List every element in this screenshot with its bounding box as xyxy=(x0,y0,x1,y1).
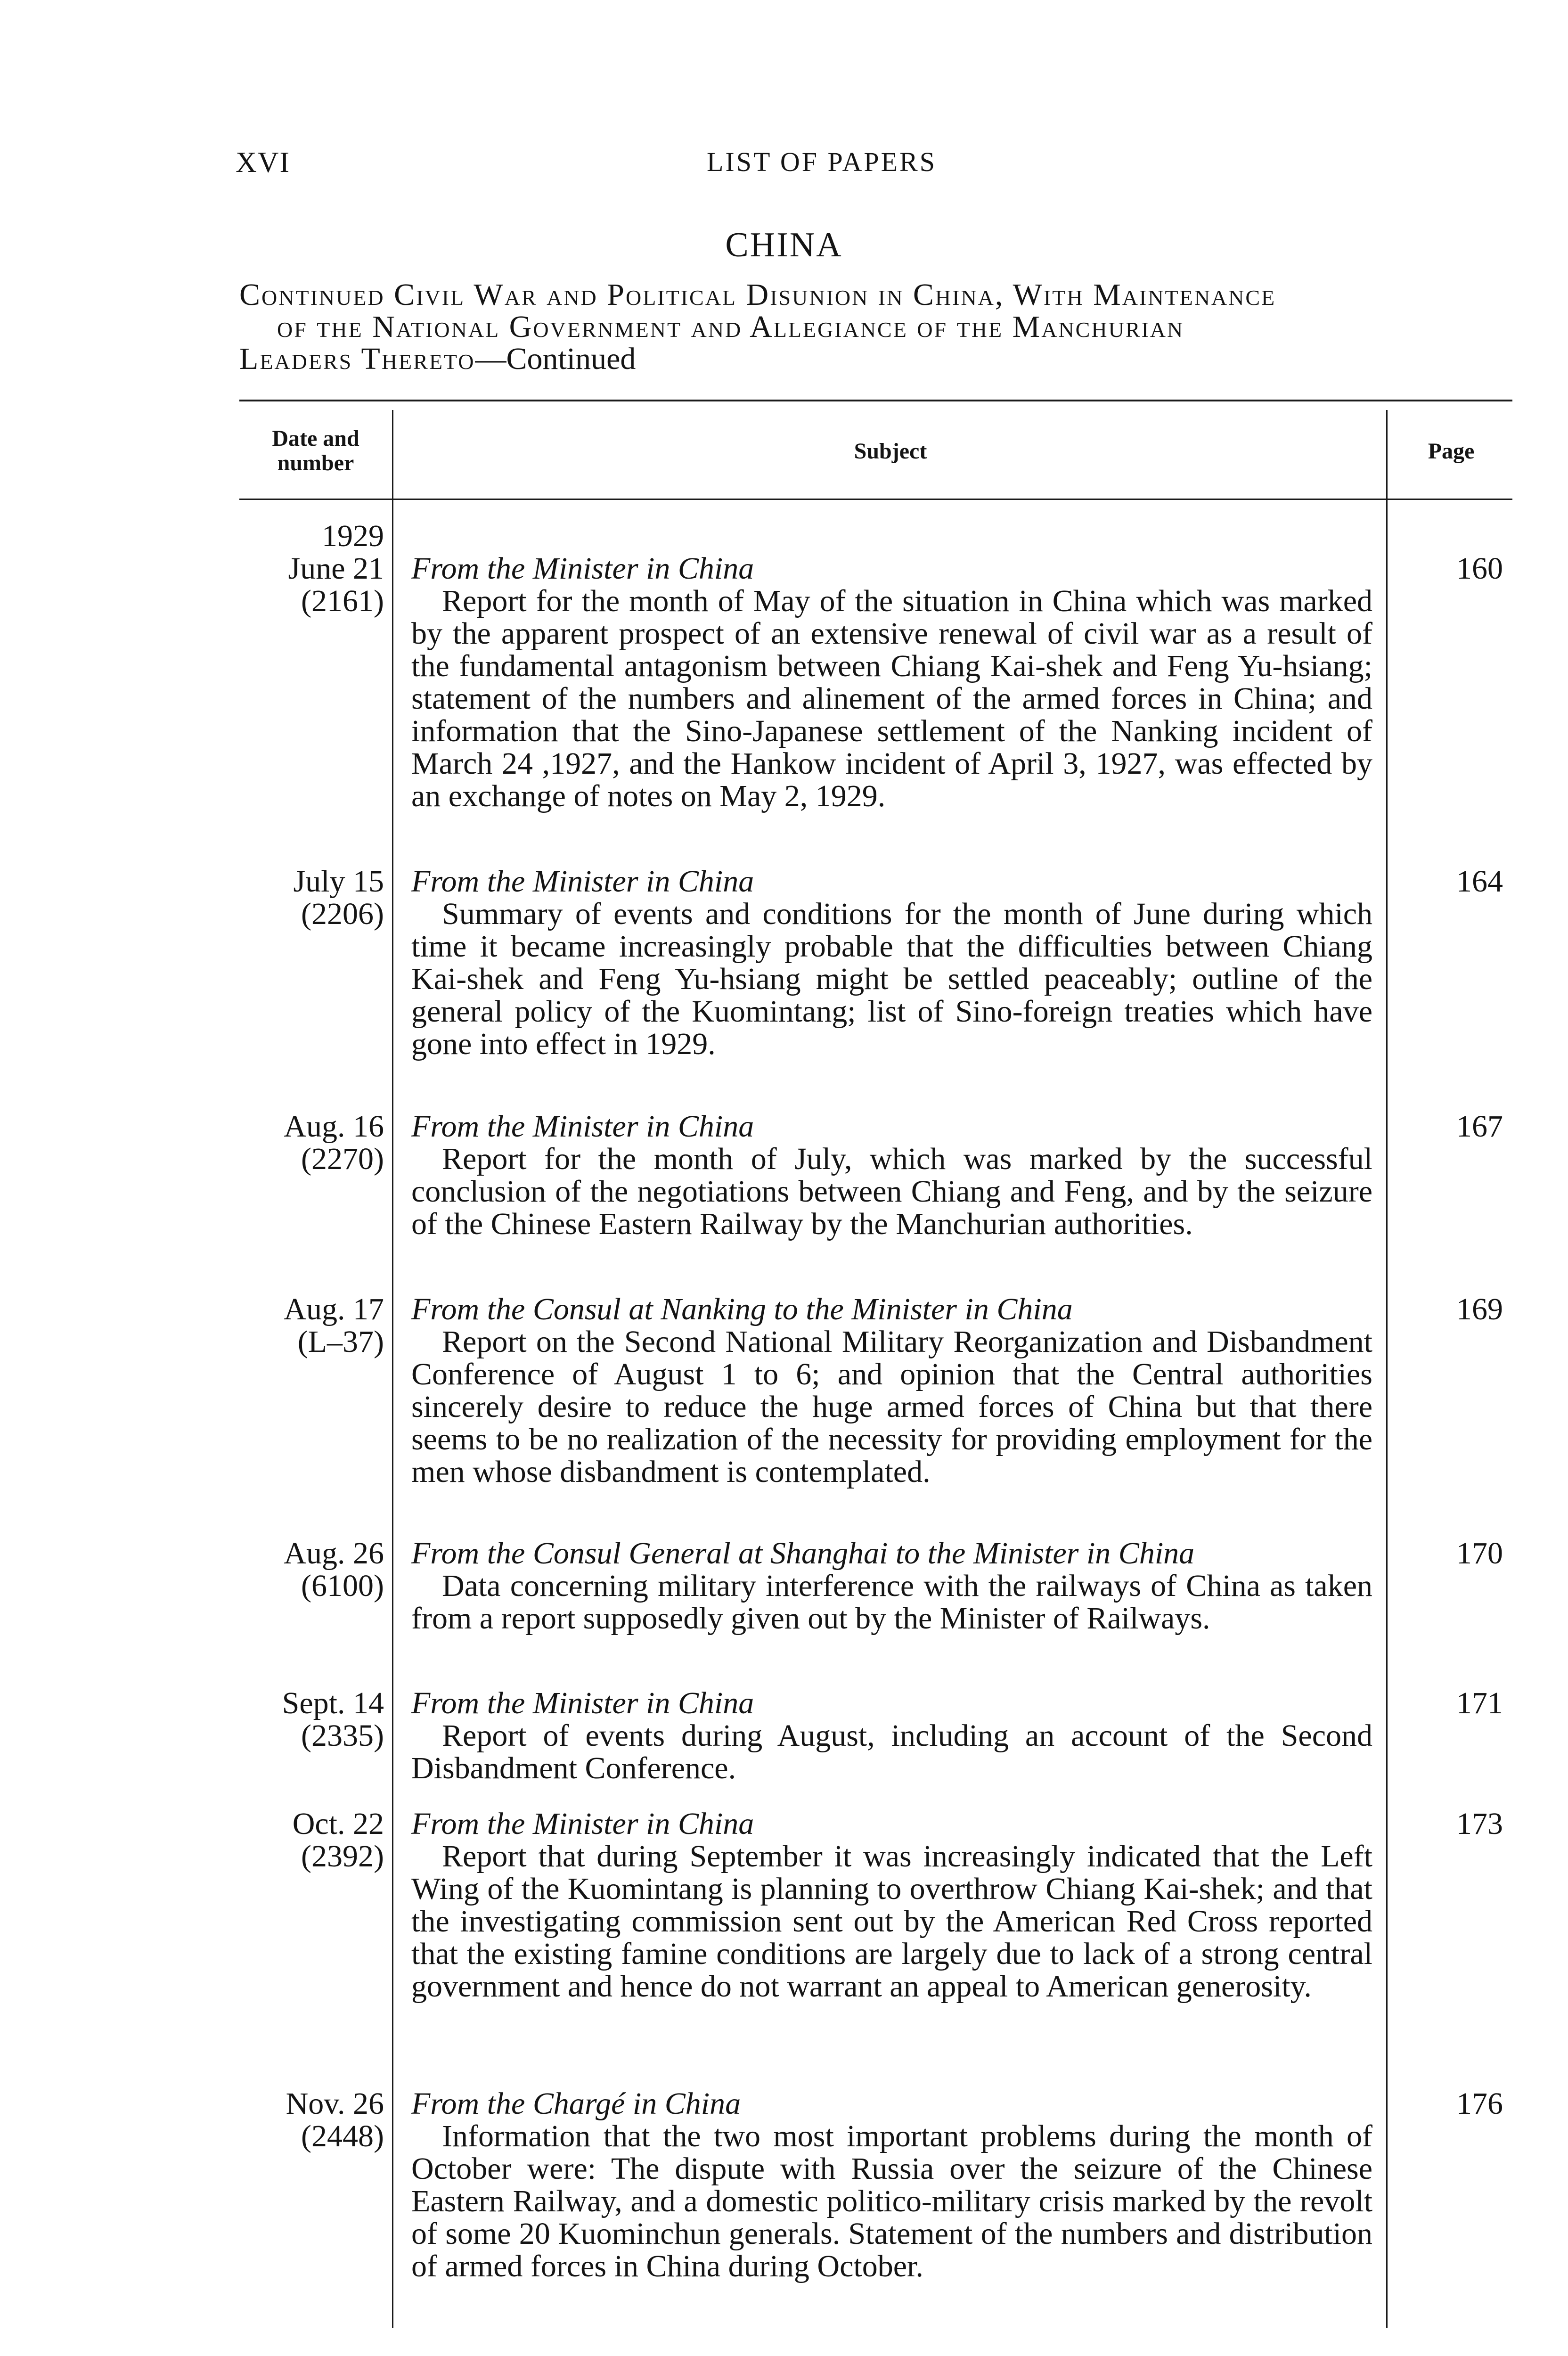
row-from: From the Minister in China xyxy=(411,1109,754,1144)
row-date xyxy=(236,2087,384,2152)
page-number: XVI xyxy=(236,147,291,179)
row-body: Report for the month of July, which was marked by the successful conclusion of the negotiations between Chiang and Feng, and by the seizure of the Chinese Eastern Railway by the Manchurian authorities. xyxy=(411,1142,1372,1241)
section-title-line-2: of the National Government and Allegiance of the Manchurian xyxy=(277,310,1184,344)
row-date-text: Aug. 16 xyxy=(284,1109,384,1144)
year-label: 1929 xyxy=(322,519,384,553)
column-header-date-line-1: Date and xyxy=(272,426,359,451)
row-page: 164 xyxy=(1456,864,1503,899)
row-from: From the Minister in China xyxy=(411,864,754,899)
row-from: From the Minister in China xyxy=(411,1807,754,1841)
row-date-text: July 15 xyxy=(293,864,384,899)
table-top-rule xyxy=(239,400,1512,401)
row-subject xyxy=(411,1808,1372,2003)
row-subject xyxy=(411,1293,1372,1488)
row-subject xyxy=(411,552,1372,812)
row-page: 171 xyxy=(1456,1686,1503,1720)
row-from: From the Minister in China xyxy=(411,1686,754,1720)
section-title-line-3-wrap xyxy=(239,343,1507,375)
row-number: (2392) xyxy=(301,1839,384,1873)
row-number: (2270) xyxy=(301,1142,384,1176)
row-body: Report for the month of May of the situation in China which was marked by the apparent prospect of an extensive renewal of civil war as a result of the fundamental antagonism between Chiang Kai-shek and Feng Yu-hsiang; statement of the numbers and alinement of the armed forces in China; and information that the Sino-Japanese settlement of the Nanking incident of March 24 ,1927, and the Hankow incident of April 3, 1927, was effected by an exchange of notes on May 2, 1929. xyxy=(411,584,1372,813)
column-header-subject: Subject xyxy=(854,439,927,464)
row-date-text: Nov. 26 xyxy=(286,2086,384,2121)
section-title xyxy=(239,279,1507,375)
country-heading: CHINA xyxy=(725,226,843,264)
column-header-page: Page xyxy=(1428,439,1475,464)
row-number: (2161) xyxy=(301,584,384,618)
row-subject xyxy=(411,865,1372,1060)
row-date xyxy=(236,552,384,617)
row-from: From the Consul General at Shanghai to the Minister in China xyxy=(411,1536,1195,1571)
row-date xyxy=(236,1808,384,1873)
row-date xyxy=(236,865,384,930)
row-date-text: Aug. 26 xyxy=(284,1536,384,1571)
row-body: Report of events during August, including an account of the Second Disbandment Conference. xyxy=(411,1718,1372,1785)
row-body: Report on the Second National Military Reorganization and Disbandment Conference of August 1 to 6; and opinion that the Central authorities sincerely desire to reduce the huge armed forces of China but that there seems to be no realization of the necessity for providing employment for the men whose disbandment is contemplated. xyxy=(411,1325,1372,1489)
row-date-text: Oct. 22 xyxy=(292,1807,384,1841)
row-date xyxy=(236,1687,384,1752)
row-page: 173 xyxy=(1456,1807,1503,1841)
column-divider-page xyxy=(1386,410,1388,2328)
column-header-date xyxy=(243,426,389,475)
row-subject xyxy=(411,1687,1372,1784)
row-date-text: Aug. 17 xyxy=(284,1292,384,1326)
row-number: (2448) xyxy=(301,2119,384,2153)
row-date-text: June 21 xyxy=(288,551,384,586)
row-body: Data concerning military interference with the railways of China as taken from a report supposedly given out by the Minister of Railways. xyxy=(411,1569,1372,1636)
section-title-continued: —Continued xyxy=(475,342,636,376)
row-body: Information that the two most important problems during the month of October were: The dispute with Russia over the seizure of the Chinese Eastern Railway, and a domestic politico-military crisis marked by the revolt of some 20 Kuominchun generals. Statement of the numbers and distribution of armed forces in China during October. xyxy=(411,2119,1372,2283)
row-page: 167 xyxy=(1456,1109,1503,1144)
section-title-line-1: Continued Civil War and Political Disunion in China, With Maintenance xyxy=(239,278,1276,312)
row-from: From the Chargé in China xyxy=(411,2086,741,2121)
row-date-text: Sept. 14 xyxy=(282,1686,384,1720)
column-divider-date xyxy=(392,410,393,2328)
row-number: (L–37) xyxy=(297,1325,384,1359)
section-title-line-2-wrap xyxy=(239,311,1507,343)
row-body: Summary of events and conditions for the month of June during which time it became increasingly probable that the difficulties between Chiang Kai-shek and Feng Yu-hsiang might be settled peaceably; outline of the general policy of the Kuomintang; list of Sino-foreign treaties which have gone into effect in 1929. xyxy=(411,897,1372,1061)
row-number: (6100) xyxy=(301,1569,384,1603)
table-header-rule xyxy=(239,499,1512,500)
row-page: 176 xyxy=(1456,2086,1503,2121)
row-from: From the Minister in China xyxy=(411,551,754,586)
row-subject xyxy=(411,1537,1372,1635)
column-header-date-line-2: number xyxy=(277,450,354,475)
row-date xyxy=(236,1110,384,1175)
row-page: 169 xyxy=(1456,1292,1503,1326)
row-page: 160 xyxy=(1456,551,1503,586)
row-page: 170 xyxy=(1456,1536,1503,1571)
row-subject xyxy=(411,2087,1372,2282)
row-from: From the Consul at Nanking to the Minister in China xyxy=(411,1292,1073,1326)
section-title-line-3: Leaders Thereto xyxy=(239,342,475,376)
row-body: Report that during September it was increasingly indicated that the Left Wing of the Kuomintang is planning to overthrow Chiang Kai-shek; and that the investigating commission sent out by the American Red Cross reported that the existing famine conditions are largely due to lack of a strong central government and hence do not warrant an appeal to American generosity. xyxy=(411,1839,1372,2004)
row-number: (2335) xyxy=(301,1718,384,1753)
running-title: LIST OF PAPERS xyxy=(707,147,937,177)
row-date xyxy=(236,1537,384,1602)
row-date xyxy=(236,1293,384,1358)
row-number: (2206) xyxy=(301,897,384,931)
row-subject xyxy=(411,1110,1372,1240)
